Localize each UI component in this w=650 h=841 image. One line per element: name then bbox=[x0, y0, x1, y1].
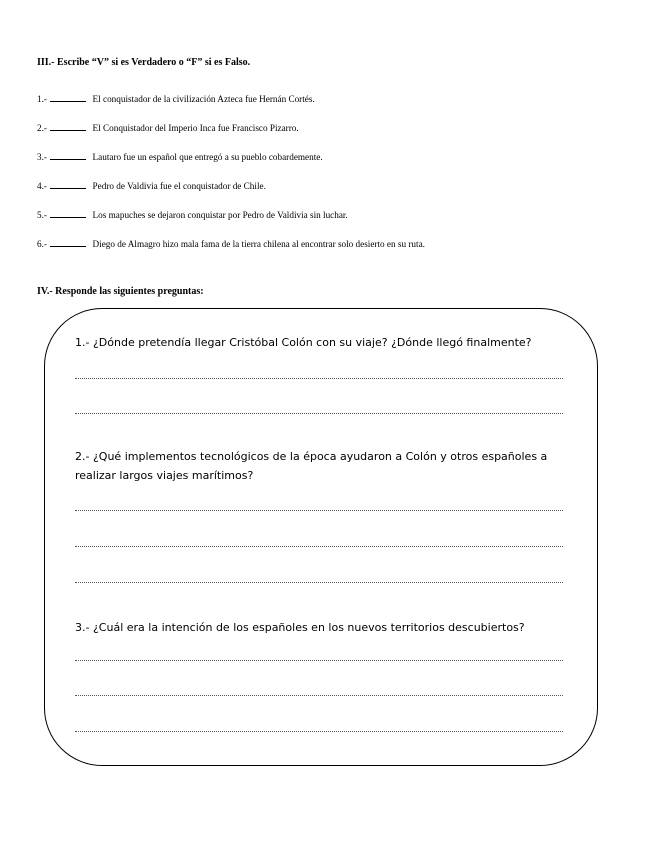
item-number: 1.- bbox=[37, 94, 47, 104]
answer-blank[interactable] bbox=[50, 209, 86, 218]
section-title-true-false: III.- Escribe “V” si es Verdadero o “F” si es Falso. bbox=[37, 57, 251, 68]
true-false-item bbox=[37, 180, 266, 191]
item-number: 6.- bbox=[37, 239, 47, 249]
true-false-item bbox=[37, 93, 315, 104]
item-statement: Diego de Almagro hizo mala fama de la tierra chilena al encontrar solo desierto en su ruta. bbox=[92, 239, 425, 249]
true-false-item bbox=[37, 122, 299, 133]
answer-blank[interactable] bbox=[50, 122, 86, 131]
question-1: 1.- ¿Dónde pretendía llegar Cristóbal Colón con su viaje? ¿Dónde llegó finalmente? bbox=[75, 336, 532, 349]
item-number: 5.- bbox=[37, 210, 47, 220]
true-false-item bbox=[37, 151, 323, 162]
answer-box bbox=[44, 308, 598, 766]
item-statement: El Conquistador del Imperio Inca fue Francisco Pizarro. bbox=[92, 123, 299, 133]
question-3: 3.- ¿Cuál era la intención de los españoles en los nuevos territorios descubiertos? bbox=[75, 621, 525, 634]
true-false-item bbox=[37, 209, 348, 220]
answer-line[interactable] bbox=[75, 546, 563, 547]
answer-line[interactable] bbox=[75, 582, 563, 583]
section-title-questions: IV.- Responde las siguientes preguntas: bbox=[37, 286, 204, 297]
item-statement: El conquistador de la civilización Azteca fue Hernán Cortés. bbox=[92, 94, 315, 104]
item-number: 3.- bbox=[37, 152, 47, 162]
answer-blank[interactable] bbox=[50, 238, 86, 247]
answer-line[interactable] bbox=[75, 413, 563, 414]
item-statement: Los mapuches se dejaron conquistar por Pedro de Valdivia sin luchar. bbox=[92, 210, 348, 220]
true-false-item bbox=[37, 238, 425, 249]
item-statement: Lautaro fue un español que entregó a su pueblo cobardemente. bbox=[92, 152, 323, 162]
item-number: 4.- bbox=[37, 181, 47, 191]
answer-blank[interactable] bbox=[50, 180, 86, 189]
answer-blank[interactable] bbox=[50, 151, 86, 160]
answer-line[interactable] bbox=[75, 695, 563, 696]
answer-line[interactable] bbox=[75, 660, 563, 661]
item-statement: Pedro de Valdivia fue el conquistador de Chile. bbox=[92, 181, 266, 191]
answer-blank[interactable] bbox=[50, 93, 86, 102]
answer-line[interactable] bbox=[75, 378, 563, 379]
answer-line[interactable] bbox=[75, 510, 563, 511]
item-number: 2.- bbox=[37, 123, 47, 133]
answer-line[interactable] bbox=[75, 731, 563, 732]
question-2: 2.- ¿Qué implementos tecnológicos de la época ayudaron a Colón y otros españoles a realizar largos viajes marítimos? bbox=[75, 450, 548, 482]
